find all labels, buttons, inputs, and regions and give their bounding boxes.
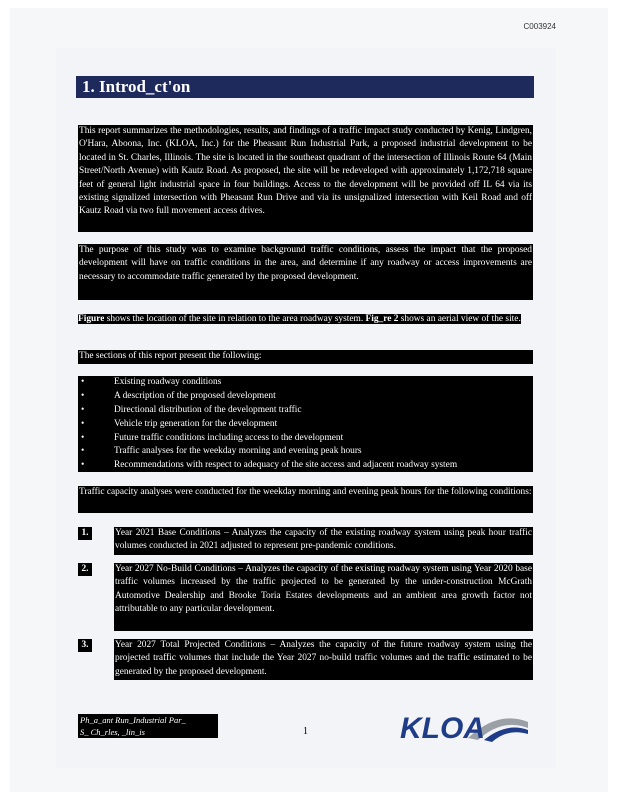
condition-number: 2.	[78, 563, 92, 576]
figure-line-text-2: shows an aerial view of the site.	[398, 314, 521, 324]
list-item: • Future traffic conditions including access to the development	[79, 432, 532, 446]
figure-reference-line	[78, 313, 533, 326]
figure-1-link[interactable]: Figure	[78, 314, 105, 324]
list-item: • Traffic analyses for the weekday morning and evening peak hours	[79, 445, 532, 459]
condition-item-2	[78, 563, 533, 631]
figure-2-link[interactable]: Fig_re 2	[365, 314, 399, 324]
condition-number: 3.	[78, 639, 92, 652]
list-item: • Recommendations with respect to adequacy of the site access and adjacent roadway system	[79, 459, 532, 473]
page-number: 1	[303, 726, 308, 737]
condition-text: Year 2021 Base Conditions – Analyzes the capacity of the existing roadway system using peak hour traffic volumes conducted in 2021 adjusted to represent pre-pandemic conditions.	[114, 527, 533, 555]
list-item: • Vehicle trip generation for the development	[79, 418, 532, 432]
kloa-logo	[398, 708, 530, 742]
list-item: • A description of the proposed development	[79, 390, 532, 404]
logo-wordmark: KLOA	[400, 712, 485, 742]
list-item: • Existing roadway conditions	[79, 376, 532, 390]
footer-project-info	[78, 714, 218, 738]
condition-item-1	[78, 527, 533, 555]
paragraph-intro	[78, 125, 533, 232]
section-heading: 1. Introd_ct'on	[76, 76, 534, 98]
paragraph-purpose	[78, 244, 533, 300]
condition-text: Year 2027 No-Build Conditions – Analyzes the capacity of the existing roadway system using Year 2020 base traffic volumes increased by the traffic projected to be generated by the under-construction McGrath Automotive Dealership and Brooke Toria Estates developments and an ambient area growth factor not attributable to any particular development.	[114, 563, 533, 631]
footer-project-name: Ph_a_ant Run_Industrial Par_	[78, 714, 218, 726]
capacity-intro	[78, 486, 533, 513]
document-id: C003924	[523, 22, 556, 31]
sections-intro	[78, 350, 533, 364]
bullet-list-box	[78, 376, 533, 472]
bullet-list	[79, 376, 532, 473]
list-item: • Directional distribution of the development traffic	[79, 404, 532, 418]
figure-line-text-1: shows the location of the site in relation to the area roadway system.	[104, 314, 366, 324]
condition-item-3	[78, 639, 533, 680]
condition-number: 1.	[78, 527, 92, 540]
paragraph-purpose-text: The purpose of this study was to examine background traffic conditions, assess the impact that the proposed development will have on traffic conditions in the area, and determine if any roadway or access improvements are necessary to accommodate traffic generated by the proposed development.	[79, 245, 532, 282]
sections-intro-text: The sections of this report present the following:	[79, 351, 262, 361]
paragraph-intro-text: This report summarizes the methodologies, results, and findings of a traffic impact study conducted by Kenig, Lindgren, O'Hara, Aboona, Inc. (KLOA, Inc.) for the Pheasant Run Industrial Park, a proposed industrial development to be located in St. Charles, Illinois. The site is located in the southeast quadrant of the intersection of Illinois Route 64 (Main Street/North Avenue) with Kautz Road. As proposed, the site will be redeveloped with approximately 1,172,718 square feet of general light industrial space in four buildings. Access to the development will be provided off IL 64 via its existing signalized intersection with Pheasant Run Drive and via its unsignalized intersection with Keil Road and off Kautz Road via two full movement access drives.	[79, 126, 532, 217]
condition-text: Year 2027 Total Projected Conditions – Analyzes the capacity of the future roadway system using the projected traffic volumes that include the Year 2027 no-build traffic volumes and the traffic estimated to be generated by the proposed development.	[114, 639, 533, 680]
capacity-intro-text: Traffic capacity analyses were conducted for the weekday morning and evening peak hours for the following conditions:	[79, 487, 532, 497]
footer-project-location: S_ Ch_rles, _lin_is	[78, 726, 218, 738]
